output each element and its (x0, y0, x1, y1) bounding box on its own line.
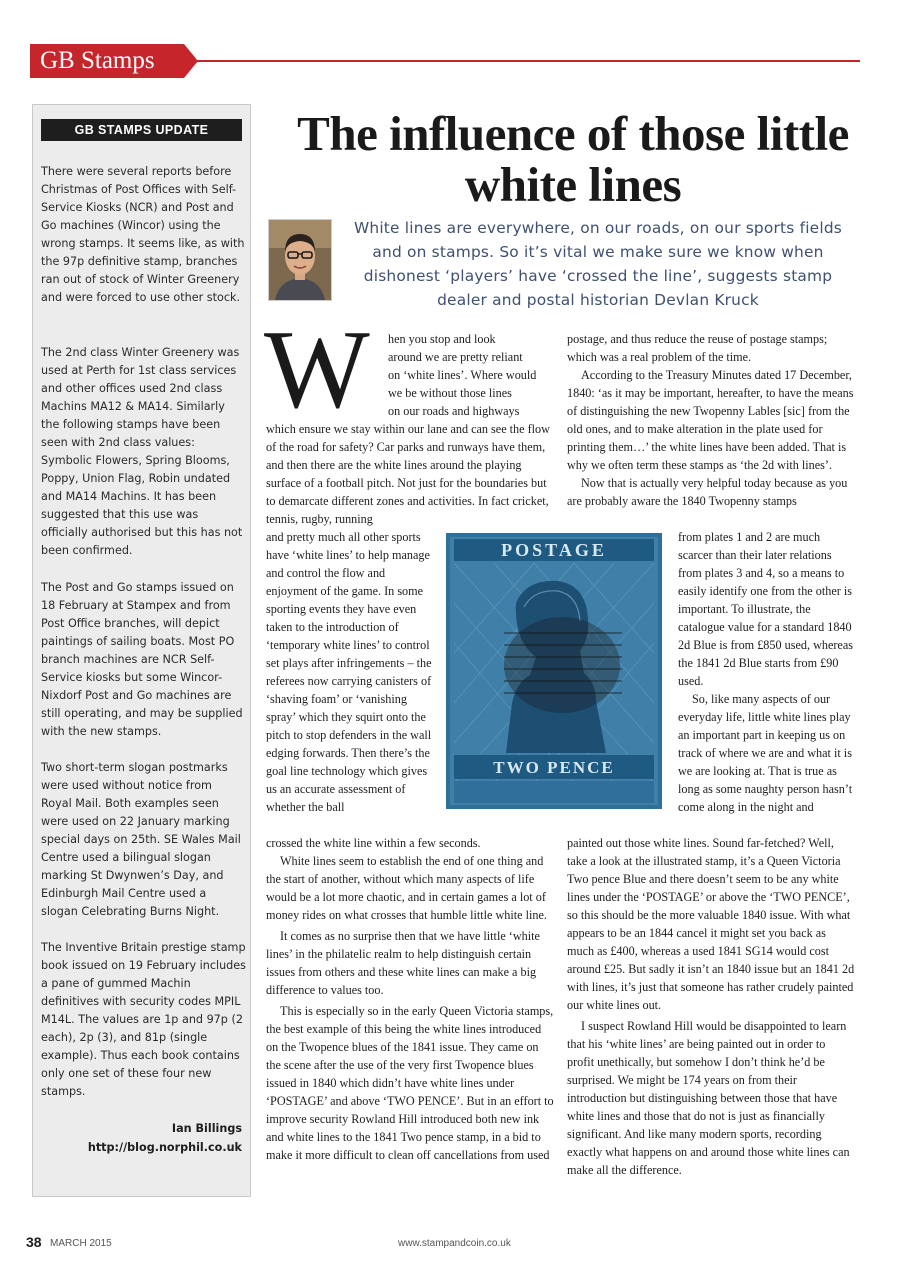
sidebar-heading: GB STAMPS UPDATE (41, 119, 242, 141)
body-paragraph: It comes as no surprise then that we have little ‘white lines’ in the philatelic realm to help distinguish certain issues from others and these white lines can make a big difference to values too. (266, 929, 540, 997)
body-paragraph: painted out those white lines. Sound far-fetched? Well, take a look at the illustrated stamp, it’s a Queen Victoria Two pence Blue and there doesn’t seem to be any white lines under the ‘POSTAGE’ or above the ‘TWO PENCE’, so this should be the more valuable 1840 issue. With what appears to be an 1844 cancel it might set you back as much as £400, whereas a used 1841 SG14 would cost around £25. But sadly it isn’t an 1840 issue but an 1841 2d with lines, it’s just that someone has rather crudely painted our white lines out. (567, 836, 855, 1012)
body-paragraph: from plates 1 and 2 are much scarcer than their later relations from plates 3 and 4, so a means to easily identify one from the other is important. To illustrate, the catalogue value for a standard 1840 2d Blue is from £850 used, whereas the 1841 2d Blue starts from £90 used. (678, 530, 853, 688)
section-rule (180, 60, 860, 62)
stamp-top-label: POSTAGE (501, 540, 607, 560)
website[interactable]: www.stampandcoin.co.uk (398, 1238, 511, 1249)
news-sidebar (32, 104, 251, 1197)
column-1-intro (388, 330, 553, 420)
issue-date: MARCH 2015 (50, 1238, 112, 1249)
sidebar-paragraph: The Inventive Britain prestige stamp book issued on 19 February includes a pane of gummed Machin definitives with security codes MPIL M14L. The values are 1p and 97p (2 each), 2p (3), and 81p (single example). Thus each book contains only one set of these four new stamps. (41, 941, 246, 1098)
column-1-wrap (266, 528, 434, 816)
body-paragraph: Now that is actually very helpful today because as you are probably aware the 1840 Twopenny stamps (567, 476, 848, 508)
headline: The influence of those little white lines (297, 106, 849, 212)
signature-name: Ian Billings (171, 1122, 242, 1135)
page-number: 38 (26, 1234, 42, 1250)
body-paragraph: postage, and thus reduce the reuse of postage stamps; which was a real problem of the time. (567, 332, 828, 364)
column-2-top (567, 330, 855, 510)
body-paragraph: crossed the white line within a few seconds. (266, 836, 481, 850)
body-paragraph: So, like many aspects of our everyday life, little white lines play an important part in keeping us on track of where we are and what it is we are looking at. That is true as long as some naughty person hasn’t come along in the night and (678, 692, 853, 814)
body-paragraph: According to the Treasury Minutes dated 17 December, 1840: ‘as it may be important, hereafter, to have the means of distinguishing the new Twopenny Lables [sic] from the old ones, and to make alteration in the plate used for printing them…’ the white lines have been added. That is why we often term these stamps as ‘the 2d with lines’. (567, 368, 854, 472)
sidebar-paragraph: There were several reports before Christmas of Post Offices with Self-Service Kiosks (NCR) and Post and Go machines (Wincor) using the wrong stamps. It seems like, as with the 97p definitive stamp, branches ran out of stock of Winter Greenery and were forced to use other stock. (41, 165, 245, 304)
body-paragraph: This is especially so in the early Queen Victoria stamps, the best example of this being the white lines introduced on the Twopence blues of the 1841 issue. They came on the scene after the use of the very first Twopence blues issued in 1840 which didn’t have white lines under ‘POSTAGE’ and above ‘TWO PENCE’. But in an effort to improve security Rowland Hill introduced both new ink and white lines to the 1841 Two pence stamp, in a bid to make it more difficult to clean off cancellations from used (266, 1004, 554, 1162)
column-1-lower (266, 834, 554, 1164)
body-paragraph: which ensure we stay within our lane and can see the flow of the road for safety? Car parks and runways have them, and then there are the white lines around the playing surface of a football pitch. Not just for the boundaries but to demarcate different zones and activities. In fact cricket, tennis, rugby, running (266, 422, 550, 526)
author-photo (268, 219, 332, 301)
signature-url[interactable]: http://blog.norphil.co.uk (87, 1141, 242, 1154)
standfirst: White lines are everywhere, on our roads, on our sports fields and on stamps. So it’s vital we make sure we know when dishonest ‘players’ have ‘crossed the line’, suggests stamp dealer and postal historian Devlan Kruck (353, 219, 843, 309)
body-paragraph: White lines seem to establish the end of one thing and the start of another, without which many aspects of life would be a lot more chaotic, and in certain games a lot of money rides on what crosses that humble little white line. (266, 854, 547, 922)
column-2-lower (567, 834, 855, 1179)
section-tab: GB Stamps (30, 44, 184, 78)
sidebar-paragraph: The 2nd class Winter Greenery was used at Perth for 1st class services and other offices used 2nd class Machins MA12 & MA14. Similarly the following stamps have been seen with 2nd class values: Symbolic Flowers, Spring Blooms, Poppy, Union Flag, Robin undated and MA14 Machins. It has been suggested that this use was officially authorised but this has not been confirmed. (41, 346, 243, 557)
two-pence-blue-stamp (446, 533, 662, 809)
body-line: on ‘white lines’. Where would (388, 368, 537, 382)
body-paragraph: and pretty much all other sports have ‘white lines’ to help manage and control the flow and enjoyment of the game. In some sporting events they have even taken to the introduction of ‘temporary white lines’ to control set plays after infringements – the referees now carrying canisters of ‘shaving foam’ or ‘vanishing spray’ which they squirt onto the pitch to stop defenders in the wall edging forwards. Then there’s the goal line technology which gives us an accurate assessment of whether the ball (266, 530, 432, 814)
sidebar-paragraph: The Post and Go stamps issued on 18 February at Stampex and from Post Office branches, will depict paintings of sailing boats. Most PO branch machines are NCR Self-Service kiosks but some Wincor-Nixdorf Post and Go machines are still operating, and may be supplied with the new stamps. (41, 581, 243, 738)
body-line: on our roads and highways (388, 404, 520, 418)
body-line: hen you stop and look (388, 332, 496, 346)
sidebar-paragraph: Two short-term slogan postmarks were used without notice from Royal Mail. Both examples seen were used on 22 January marking special days on 25th. SE Wales Mail Centre used a bilingual slogan marking St Dwynwen’s Day, and Edinburgh Mail Centre used a slogan Celebrating Burns Night. (41, 761, 241, 918)
stamp-bottom-label: TWO PENCE (493, 758, 615, 777)
body-line: we be without those lines (388, 386, 512, 400)
drop-cap: W (264, 308, 370, 432)
column-1-body (266, 420, 554, 528)
body-paragraph: I suspect Rowland Hill would be disappointed to learn that his ‘white lines’ are being painted out in order to profit unethically, but somehow I don’t think he’d be surprised. We might be 174 years on from their introduction but distinguishing between those that have white lines and those that do not is just as financially significant. And like many modern sports, recording exactly what happens on and around those white lines can make all the difference. (567, 1019, 850, 1177)
body-line: around we are pretty reliant (388, 350, 523, 364)
column-2-wrap (678, 528, 856, 816)
